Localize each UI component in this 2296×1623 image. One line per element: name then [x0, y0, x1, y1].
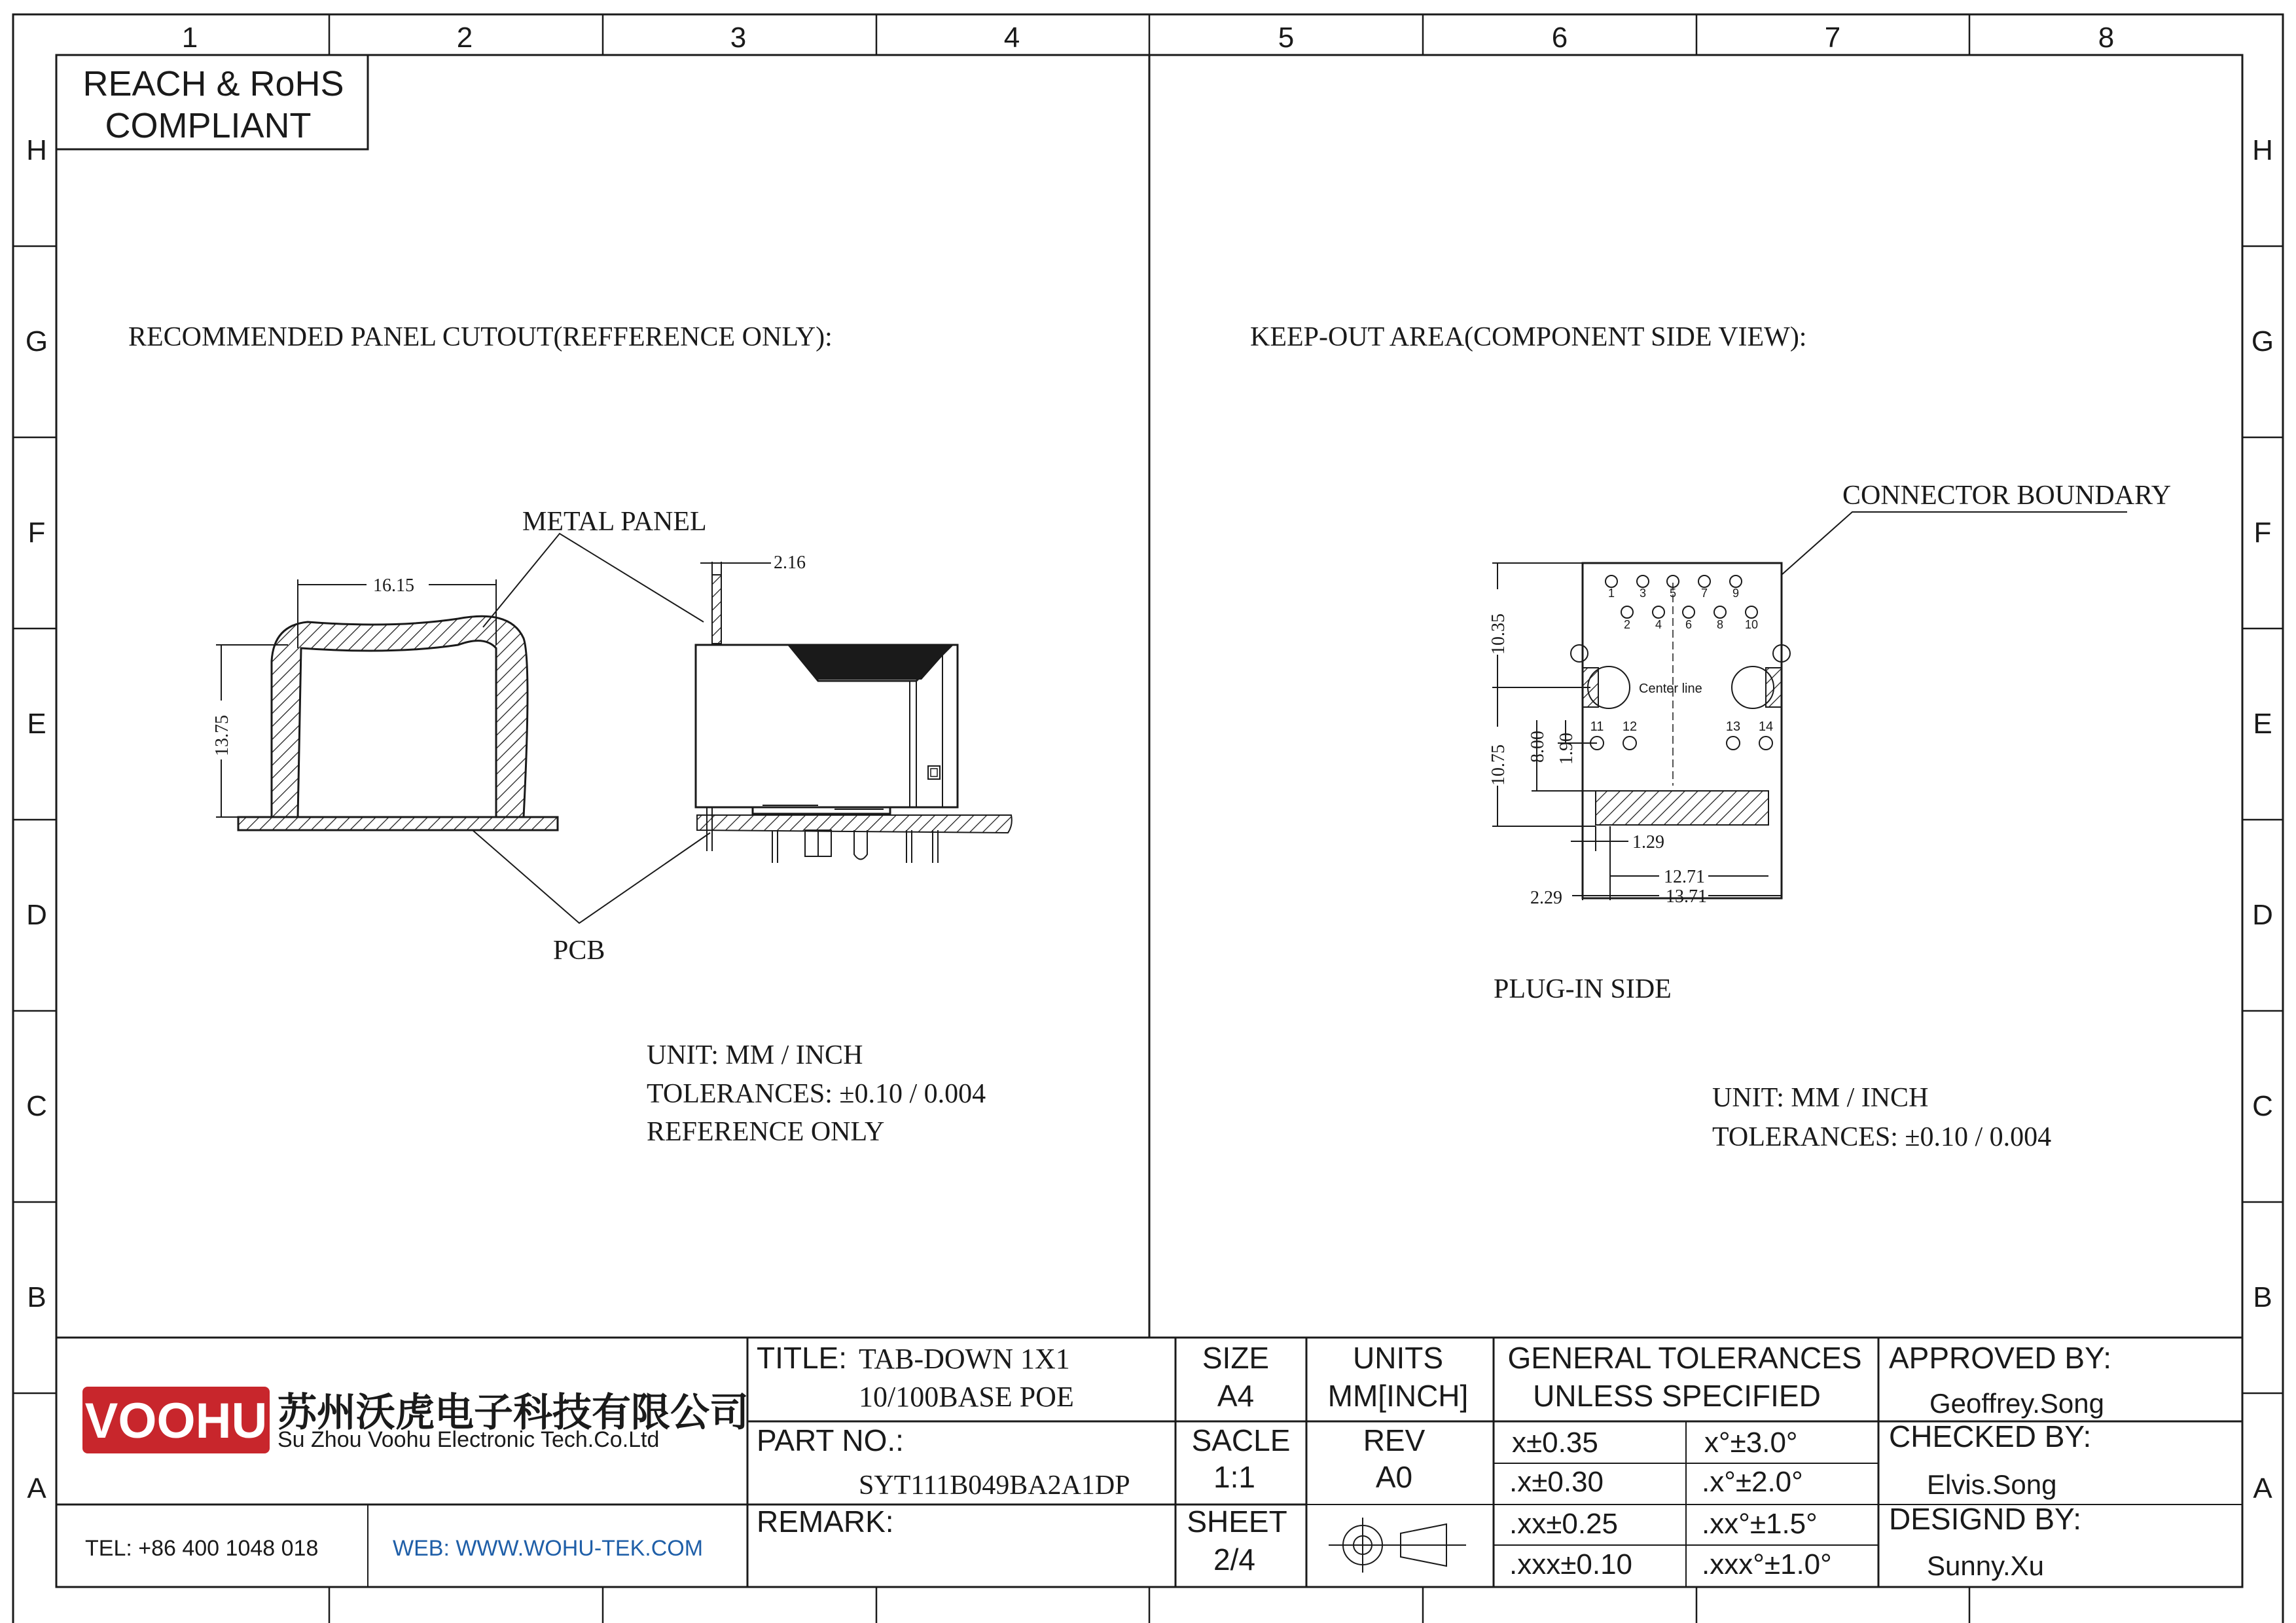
row-label: B [27, 1281, 46, 1313]
dim-height: 13.75 [212, 715, 232, 756]
tolerance-angular: .x°±2.0° [1702, 1466, 1803, 1498]
row-label: F [27, 517, 46, 549]
pin-number-label: 5 [1669, 587, 1677, 600]
rev-label: REV [1363, 1423, 1426, 1457]
column-label: 6 [1551, 22, 1568, 54]
dim-span-1271: 12.71 [1664, 867, 1705, 887]
column-label: 1 [181, 22, 198, 54]
row-label: B [2253, 1281, 2272, 1313]
panel-cutout-heading: RECOMMENDED PANEL CUTOUT(REFFERENCE ONLY): [128, 322, 833, 352]
compliance-line-1: REACH & RoHS [82, 64, 344, 103]
dim-panel-thickness: 2.16 [774, 553, 806, 573]
led-pins [1590, 720, 1774, 750]
compliance-box [56, 55, 368, 149]
column-labels [182, 22, 2114, 54]
row-label: A [27, 1472, 46, 1504]
row-label: H [2252, 134, 2273, 166]
dim-bottom-height: 10.75 [1488, 744, 1509, 786]
left-note-unit: UNIT: MM / INCH [647, 1040, 863, 1070]
center-line-label: Center line [1639, 682, 1702, 696]
rev-value: A0 [1375, 1460, 1413, 1494]
panel-cutout-view [128, 322, 1012, 1147]
connector-side-view [696, 553, 1012, 863]
tolerance-header-2: UNLESS SPECIFIED [1533, 1379, 1821, 1413]
dim-offset-800: 8.00 [1528, 731, 1548, 763]
size-label: SIZE [1202, 1341, 1270, 1375]
led-pin-label: 13 [1725, 720, 1741, 734]
approved-by-label: APPROVED BY: [1889, 1341, 2112, 1375]
left-note-tolerance: TOLERANCES: ±0.10 / 0.004 [647, 1079, 986, 1109]
column-label: 5 [1278, 22, 1295, 54]
row-label: D [2252, 899, 2273, 931]
tel-text: TEL: +86 400 1048 018 [85, 1536, 319, 1561]
designed-by-name: Sunny.Xu [1927, 1550, 2045, 1581]
row-label: H [26, 134, 47, 166]
pin-number-label: 1 [1607, 587, 1615, 600]
dim-offset-190: 1.90 [1556, 733, 1577, 765]
keep-out-heading: KEEP-OUT AREA(COMPONENT SIDE VIEW): [1250, 322, 1807, 352]
approved-by-name: Geoffrey.Song [1929, 1388, 2104, 1419]
row-label: E [27, 708, 46, 740]
column-label: 2 [456, 22, 473, 54]
pin-number-label: 7 [1700, 587, 1708, 600]
sheet-value: 2/4 [1213, 1542, 1255, 1577]
tolerance-linear: .x±0.30 [1509, 1466, 1604, 1498]
row-label: C [2252, 1090, 2273, 1122]
pin-number-label: 3 [1639, 587, 1647, 600]
row-label: A [2253, 1472, 2272, 1504]
tolerance-header-1: GENERAL TOLERANCES [1507, 1341, 1862, 1375]
dim-offset-129: 1.29 [1632, 832, 1664, 852]
column-label: 8 [2098, 22, 2115, 54]
row-label: C [26, 1090, 47, 1122]
dim-offset-229: 2.29 [1530, 888, 1562, 908]
led-pin-label: 12 [1622, 720, 1638, 734]
checked-by-name: Elvis.Song [1927, 1469, 2057, 1500]
part-no-label: PART NO.: [757, 1423, 904, 1457]
compliance-line-2: COMPLIANT [105, 106, 312, 145]
led-pin-label: 14 [1758, 720, 1774, 734]
column-label: 3 [730, 22, 747, 54]
company-name-en: Su Zhou Voohu Electronic Tech.Co.Ltd [278, 1427, 660, 1452]
column-label: 4 [1003, 22, 1020, 54]
keep-out-strip [1596, 791, 1768, 825]
checked-by-label: CHECKED BY: [1889, 1419, 2092, 1453]
title-line-1: TAB-DOWN 1X1 [859, 1343, 1070, 1375]
tolerance-linear: .xxx±0.10 [1509, 1548, 1633, 1580]
title-line-2: 10/100BASE POE [859, 1381, 1074, 1413]
pin-number-label: 2 [1623, 618, 1631, 631]
metal-panel-label: METAL PANEL [522, 507, 707, 537]
right-note-tolerance: TOLERANCES: ±0.10 / 0.004 [1712, 1122, 2052, 1152]
dim-width: 16.15 [373, 575, 414, 596]
metal-panel-cutout [272, 616, 528, 817]
row-label: E [2253, 708, 2272, 740]
remark-label: REMARK: [757, 1504, 894, 1539]
projection-symbol-icon [1329, 1518, 1466, 1573]
pin-number-label: 4 [1655, 618, 1662, 631]
tolerance-linear: x±0.35 [1512, 1427, 1598, 1459]
company-logo-text: VOOHU [84, 1393, 268, 1449]
connector-boundary [1583, 563, 1782, 898]
tolerance-linear: .xx±0.25 [1509, 1508, 1619, 1540]
units-label: UNITS [1353, 1341, 1443, 1375]
title-label: TITLE: [757, 1341, 848, 1375]
title-block [56, 1338, 2242, 1587]
dim-top-height: 10.35 [1488, 613, 1509, 655]
tolerance-angular: .xxx°±1.0° [1702, 1548, 1832, 1580]
column-label: 7 [1824, 22, 1841, 54]
right-note-unit: UNIT: MM / INCH [1712, 1083, 1929, 1113]
signal-pins-top-row [1605, 575, 1742, 600]
designed-by-label: DESIGND BY: [1889, 1502, 2081, 1536]
web-text: WEB: WWW.WOHU-TEK.COM [393, 1536, 704, 1561]
pin-number-label: 9 [1732, 587, 1740, 600]
row-label: G [2251, 325, 2274, 357]
part-no-value: SYT111B049BA2A1DP [859, 1470, 1130, 1501]
sheet-label: SHEET [1187, 1504, 1287, 1539]
units-value: MM[INCH] [1327, 1379, 1469, 1413]
pin-number-label: 6 [1685, 618, 1693, 631]
row-label: D [26, 899, 47, 931]
plug-in-side-label: PLUG-IN SIDE [1494, 974, 1672, 1004]
row-label: F [2253, 517, 2272, 549]
dim-span-1371: 13.71 [1666, 886, 1707, 907]
tolerance-angular: x°±3.0° [1704, 1427, 1798, 1459]
pin-number-label: 10 [1744, 618, 1759, 631]
keep-out-view [1250, 322, 2171, 1152]
company-name-cn: 苏州沃虎电子科技有限公司 [278, 1391, 749, 1434]
size-value: A4 [1217, 1379, 1255, 1413]
row-label: G [25, 325, 48, 357]
tolerance-angular: .xx°±1.5° [1702, 1508, 1818, 1540]
scale-value: 1:1 [1213, 1460, 1255, 1494]
led-pin-label: 11 [1590, 720, 1604, 734]
left-note-reference: REFERENCE ONLY [647, 1117, 885, 1147]
pcb-strip-left [238, 817, 558, 830]
signal-pins-bottom-row [1621, 606, 1758, 631]
connector-boundary-label: CONNECTOR BOUNDARY [1842, 481, 2172, 511]
pin-number-label: 8 [1716, 618, 1724, 631]
pcb-label: PCB [553, 936, 605, 966]
scale-label: SACLE [1191, 1423, 1291, 1457]
